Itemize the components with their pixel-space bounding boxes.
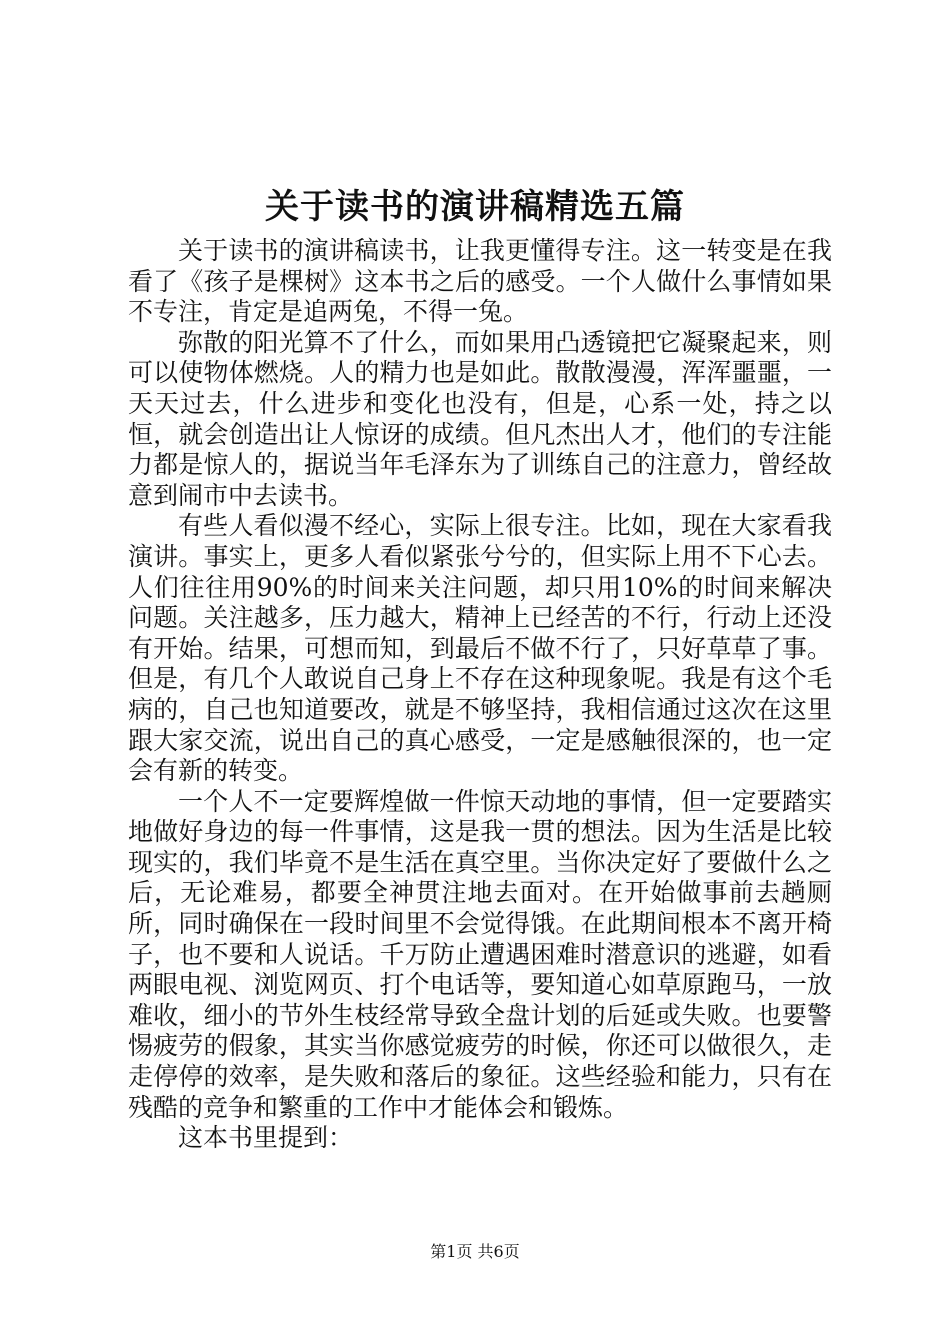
paragraph: 一个人不一定要辉煌做一件惊天动地的事情，但一定要踏实地做好身边的每一件事情，这是我一贯的想法。因为生活是比较现实的，我们毕竟不是生活在真空里。当你决定好了要做什么之后，无论难易，都要全神贯注地去面对。在开始做事前去趟厕所，同时确保在一段时间里不会觉得饿。在此期间根本不离开椅子，也不要和人说话。千万防止遭遇困难时潜意识的逃避，如看两眼电视、浏览网页、打个电话等，要知道心如草原跑马，一放难收，细小的节外生枝经常导致全盘计划的后延或失败。也要警惕疲劳的假象，其实当你感觉疲劳的时候，你还可以做很久，走走停停的效率，是失败和落后的象征。这些经验和能力，只有在残酷的竞争和繁重的工作中才能体会和锻炼。: [128, 786, 832, 1122]
document-body: [128, 236, 832, 1154]
paragraph: 弥散的阳光算不了什么，而如果用凸透镜把它凝聚起来，则可以使物体燃烧。人的精力也是如此。散散漫漫，浑浑噩噩，一天天过去，什么进步和变化也没有，但是，心系一处，持之以恒，就会创造出让人惊讶的成绩。但凡杰出人才，他们的专注能力都是惊人的，据说当年毛泽东为了训练自己的注意力，曾经故意到闹市中去读书。: [128, 327, 832, 510]
paragraph: 关于读书的演讲稿读书，让我更懂得专注。这一转变是在我看了《孩子是棵树》这本书之后的感受。一个人做什么事情如果不专注，肯定是追两兔，不得一兔。: [128, 236, 832, 327]
paragraph: 这本书里提到：: [178, 1123, 354, 1153]
paragraph: 有些人看似漫不经心，实际上很专注。比如，现在大家看我演讲。事实上，更多人看似紧张兮兮的，但实际上用不下心去。人们往往用90%的时间来关注问题，却只用10%的时间来解决问题。关注越多，压力越大，精神上已经苦的不行，行动上还没有开始。结果，可想而知，到最后不做不行了，只好草草了事。但是，有几个人敢说自己身上不存在这种现象呢。我是有这个毛病的，自己也知道要改，就是不够坚持，我相信通过这次在这里跟大家交流，说出自己的真心感受，一定是感触很深的，也一定会有新的转变。: [128, 511, 832, 786]
page-number-footer: 第1页 共6页: [430, 1242, 520, 1261]
document-title: 关于读书的演讲稿精选五篇: [265, 187, 685, 227]
